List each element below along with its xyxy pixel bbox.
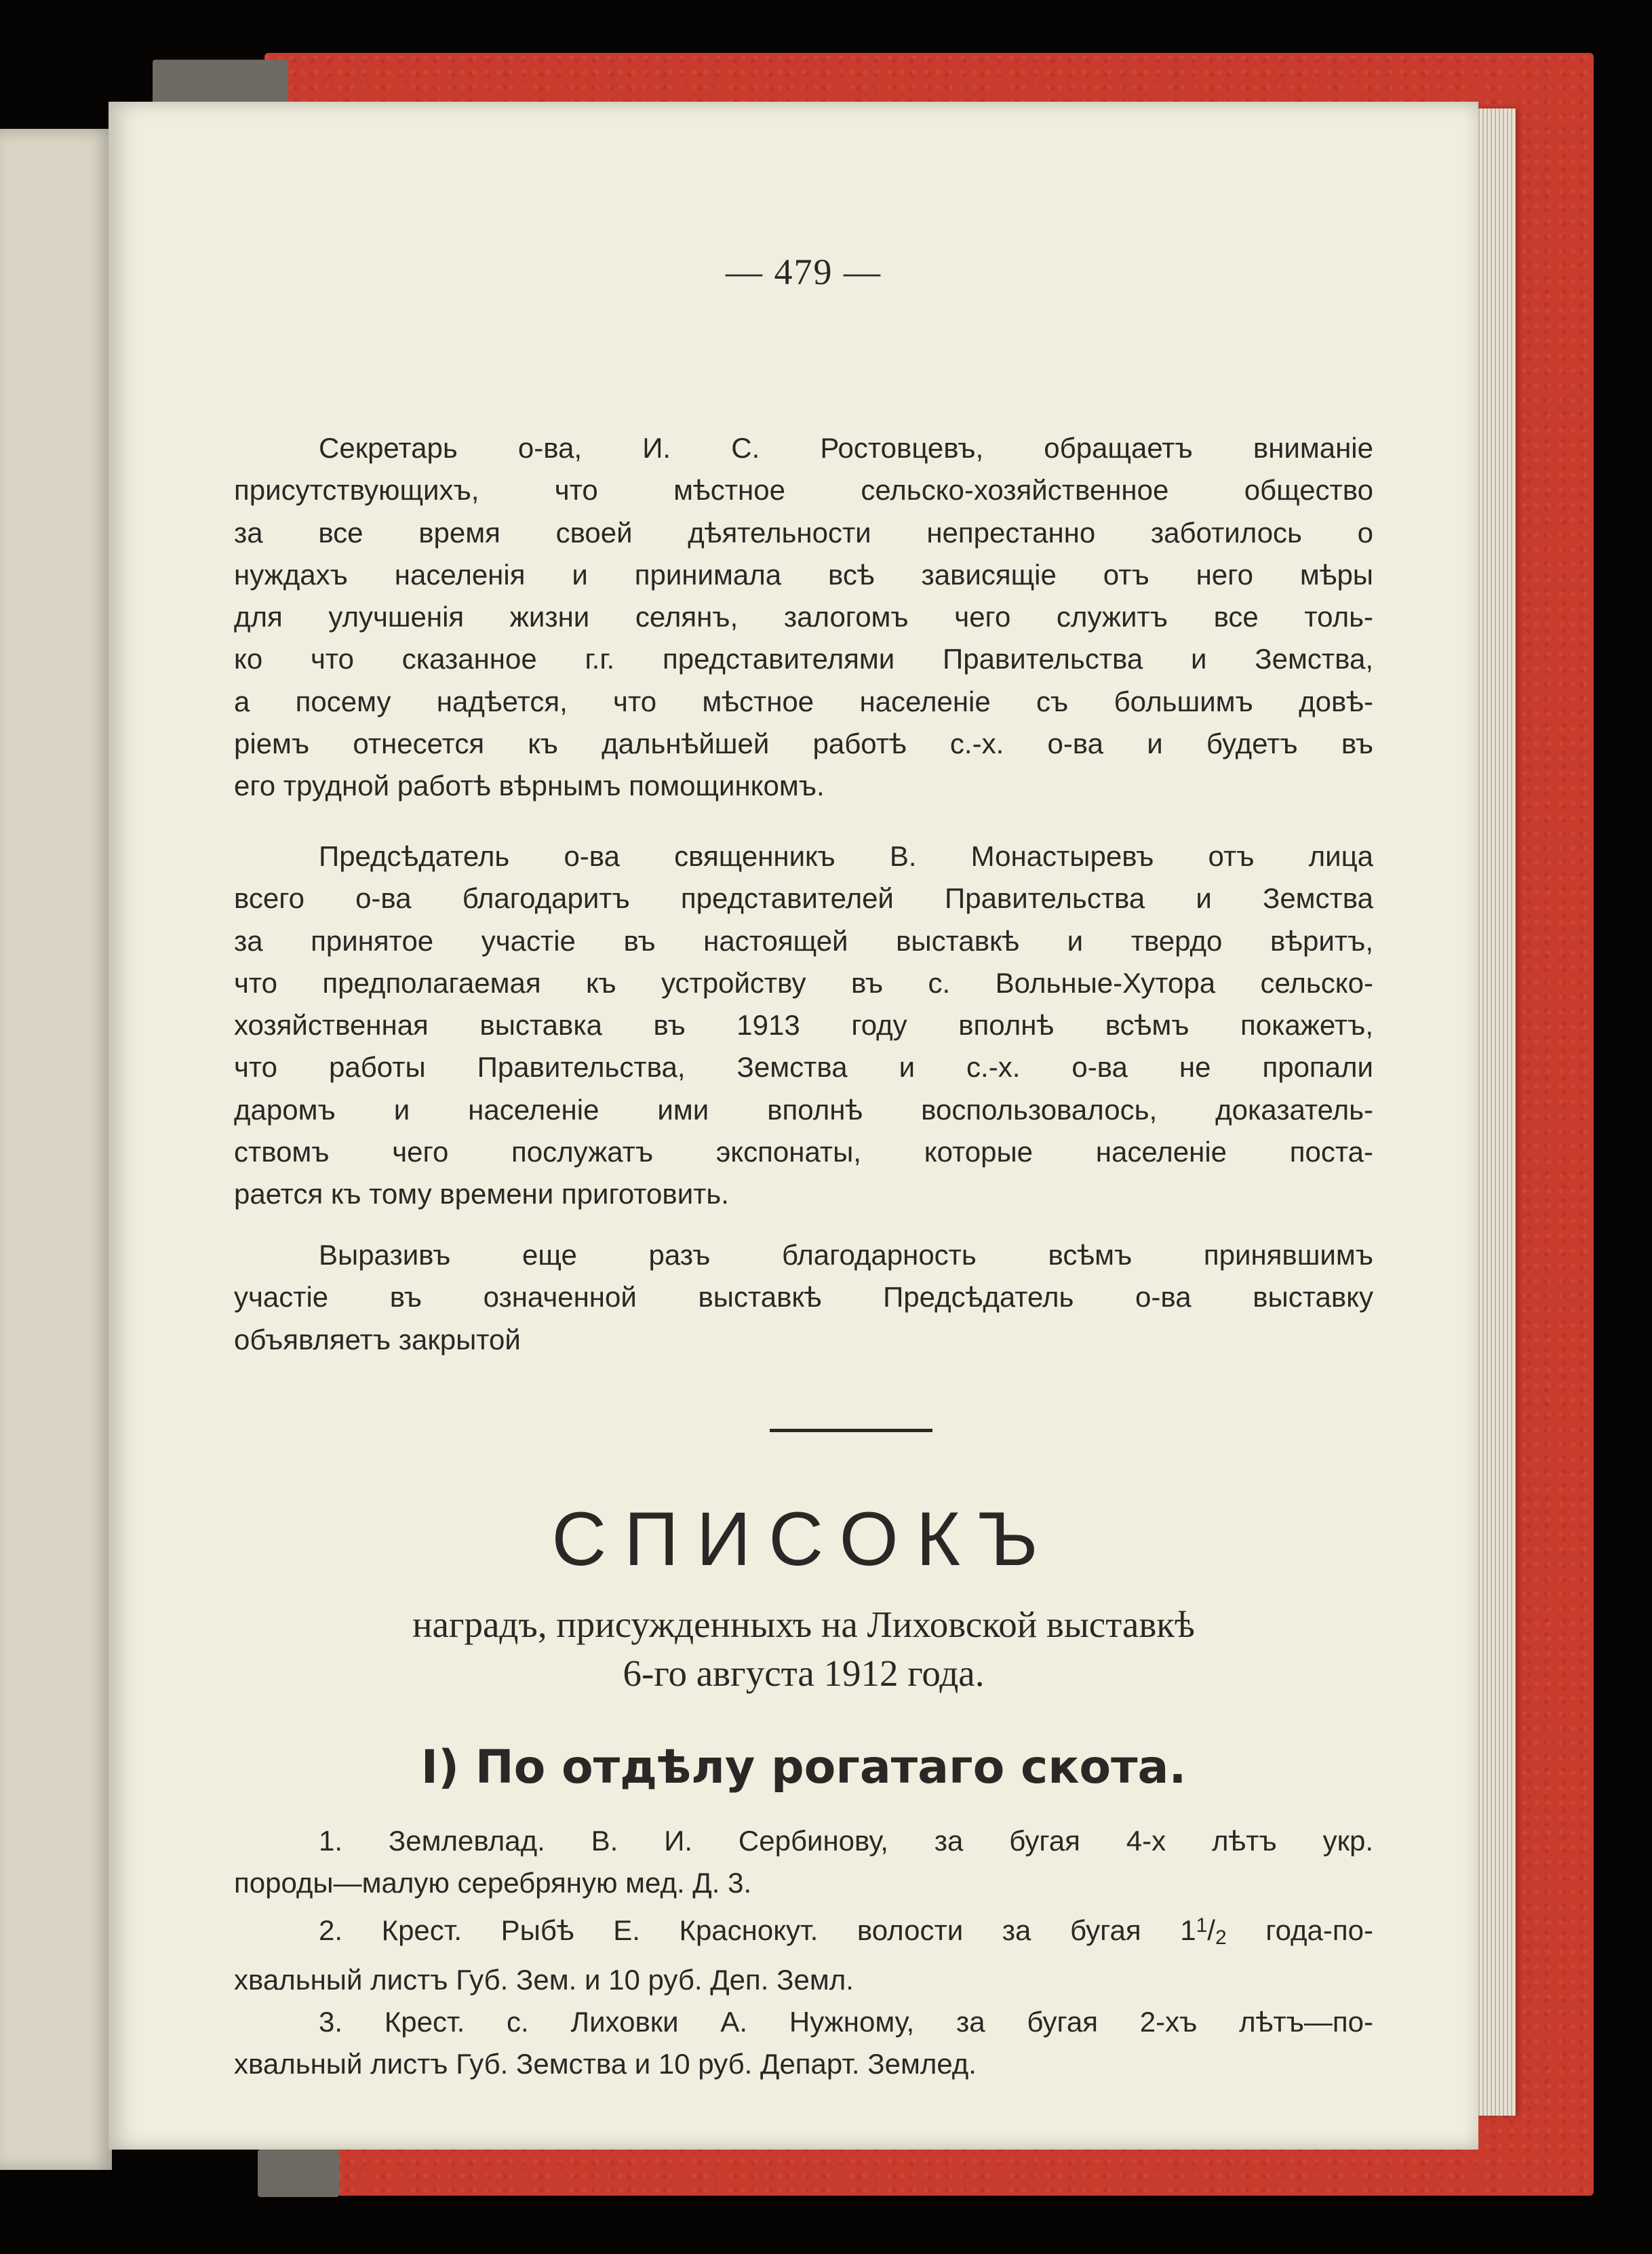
paragraph-closing [234,1234,1373,1361]
award-line: хвальный листъ Губ. Зем. и 10 руб. Деп. Земл. [234,1963,854,1996]
award-line: 3. Крест. с. Лиховки А. Нужному, за бугая 2-хъ лѣтъ—по- [319,2006,1373,2038]
divider-rule [770,1429,932,1432]
book-page [109,102,1478,2150]
text-line: что работы Правительства, Земства и с.-х. о-ва не пропали [234,1051,1373,1084]
book-spine-bottom [258,2150,339,2197]
list-subtitle-line: наградъ, присужденныхъ на Лиховской выставкѣ [412,1604,1195,1645]
awards-list [234,1820,1373,2086]
award-text: 2. Крест. Рыбѣ Е. Краснокут. волости за бугая 1 [319,1914,1196,1946]
text-line: хозяйственная выставка въ 1913 году вполнѣ всѣмъ покажетъ, [234,1009,1373,1042]
award-line: 1. Землевлад. В. И. Сербинову, за бугая 4-х лѣтъ укр. [319,1825,1373,1857]
text-line: ко что сказанное г.г. представителями Правительства и Земства, [234,643,1373,675]
fraction-denominator: 2 [1215,1926,1227,1949]
paragraph-secretary [234,427,1373,808]
text-line: ріемъ отнесется къ дальнѣйшей работѣ с.-х. о-ва и будетъ въ [234,728,1373,760]
list-subtitle [234,1600,1373,1698]
text-line: за принятое участіе въ настоящей выставкѣ и твердо вѣритъ, [234,924,1373,957]
text-line: для улучшенія жизни селянъ, залогомъ чего служитъ все толь- [234,601,1373,633]
text-line: Секретарь о-ва, И. С. Ростовцевъ, обращаетъ вниманіе [319,432,1373,464]
text-line: присутствующихъ, что мѣстное сельско-хозяйственное общество [234,474,1373,507]
text-line: его трудной работѣ вѣрнымъ помощинкомъ. [234,770,825,802]
page-number: — 479 — [726,252,882,292]
text-line: всего о-ва благодаритъ представителей Правительства и Земства [234,882,1373,915]
section-heading: I) По отдѣлу рогатаго скота. [420,1741,1187,1794]
text-line: Предсѣдатель о-ва священникъ В. Монастыревъ отъ лица [319,840,1373,872]
text-line: что предполагаемая къ устройству въ с. Вольные-Хутора сельско- [234,966,1373,999]
text-line: ствомъ чего послужатъ экспонаты, которые населеніе поста- [234,1136,1373,1168]
text-line: рается къ тому времени приготовить. [234,1178,729,1210]
list-subtitle-line: 6-го августа 1912 года. [623,1653,985,1694]
award-line: породы—малую серебряную мед. Д. 3. [234,1867,752,1899]
award-text: года-по- [1226,1914,1373,1946]
text-line: а посему надѣется, что мѣстное населеніе съ большимъ довѣ- [234,685,1373,717]
facing-page-edge [0,129,112,2170]
award-line: хвальный листъ Губ. Земства и 10 руб. Департ. Землед. [234,2048,977,2080]
text-line: даромъ и населеніе ими вполнѣ воспользовалось, доказатель- [234,1093,1373,1126]
text-line: за все время своей дѣятельности непрестанно заботилось о [234,516,1373,549]
text-line: участіе въ означенной выставкѣ Предсѣдатель о-ва выставку [234,1281,1373,1313]
text-line: нуждахъ населенія и принимала всѣ зависящіе отъ него мѣры [234,558,1373,591]
text-line: Выразивъ еще разъ благодарность всѣмъ принявшимъ [319,1239,1373,1271]
award-line: 2. Крест. Рыбѣ Е. Краснокут. волости за бугая $1^1/2$ года-по- [319,1914,1373,1949]
text-line: объявляетъ закрытой [234,1323,521,1356]
list-title: СПИСОКЪ [551,1497,1056,1581]
fraction-numerator: 1 [1196,1914,1208,1937]
paragraph-chairman [234,835,1373,1216]
